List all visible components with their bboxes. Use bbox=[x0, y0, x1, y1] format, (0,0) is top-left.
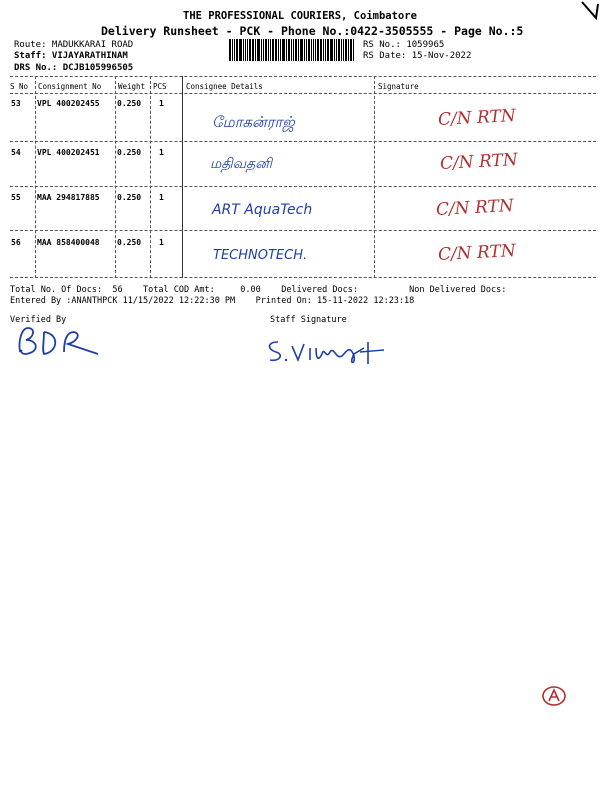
row-consignment: MAA 858400048 bbox=[37, 238, 100, 247]
barcode-bar bbox=[272, 39, 274, 61]
barcode-bar bbox=[293, 39, 294, 61]
barcode-bar bbox=[278, 39, 279, 61]
row-signature-handwritten: C/N RTN bbox=[437, 105, 517, 131]
row-sno: 55 bbox=[11, 193, 21, 202]
row-consignment: VPL 400202451 bbox=[37, 148, 100, 157]
barcode-bar bbox=[341, 39, 342, 61]
row-signature-handwritten: C/N RTN bbox=[435, 195, 515, 221]
row-sno: 56 bbox=[11, 238, 21, 247]
barcode-bar bbox=[308, 39, 310, 61]
staff-signature bbox=[264, 334, 404, 368]
row-weight: 0.250 bbox=[117, 238, 142, 247]
verified-signature bbox=[14, 322, 104, 358]
barcode-bar bbox=[336, 39, 337, 61]
table-top-border bbox=[10, 76, 596, 77]
company-name: THE PROFESSIONAL COURIERS, Coimbatore bbox=[183, 10, 417, 22]
barcode-bar bbox=[252, 39, 254, 61]
barcode-bar bbox=[245, 39, 246, 61]
barcode-bar bbox=[263, 39, 264, 61]
rs-date: RS Date: 15-Nov-2022 bbox=[363, 51, 472, 61]
barcode-bar bbox=[345, 39, 347, 61]
barcode-bar bbox=[300, 39, 303, 61]
staff-label: Staff: VIJAYARATHINAM bbox=[14, 51, 128, 61]
barcode-bar bbox=[257, 39, 260, 61]
barcode-bar bbox=[313, 39, 314, 61]
runsheet-title: Delivery Runsheet - PCK - Phone No.:0422-3505555 - Page No.:5 bbox=[101, 24, 524, 38]
barcode-bar bbox=[350, 39, 352, 61]
row-consignee-handwritten: TECHNOTECH. bbox=[213, 248, 308, 263]
header-sno: S No bbox=[10, 82, 29, 91]
row-consignee-handwritten: ART AquaTech bbox=[212, 202, 313, 218]
barcode-bar bbox=[330, 39, 333, 61]
barcode-bar bbox=[306, 39, 307, 61]
barcode-bar bbox=[268, 39, 269, 61]
row-consignment: VPL 400202455 bbox=[37, 99, 100, 108]
barcode-bar bbox=[270, 39, 271, 61]
barcode-bar bbox=[229, 39, 231, 61]
barcode-bar bbox=[353, 39, 354, 61]
barcode-bar bbox=[298, 39, 299, 61]
barcode-bar bbox=[291, 39, 292, 61]
barcode-bar bbox=[282, 39, 285, 61]
barcode-bar bbox=[247, 39, 248, 61]
row-consignment: MAA 294817885 bbox=[37, 193, 100, 202]
row-pcs: 1 bbox=[159, 193, 164, 202]
barcode-bar bbox=[338, 39, 340, 61]
barcode-bar bbox=[311, 39, 312, 61]
row-pcs: 1 bbox=[159, 148, 164, 157]
rs-number: RS No.: 1059965 bbox=[363, 40, 445, 50]
row-consignee-handwritten: மோகன்ராஜ் bbox=[212, 113, 295, 131]
barcode-bar bbox=[317, 39, 319, 61]
barcode-bar bbox=[243, 39, 244, 61]
row-weight: 0.250 bbox=[117, 99, 142, 108]
barcode-bar bbox=[327, 39, 329, 61]
barcode-bar bbox=[239, 39, 242, 61]
col-sep-2 bbox=[115, 76, 116, 278]
barcode-bar bbox=[265, 39, 267, 61]
barcode-bar bbox=[325, 39, 326, 61]
table-header-border bbox=[10, 93, 596, 94]
page-stamp-icon bbox=[540, 684, 568, 708]
row-weight: 0.250 bbox=[117, 193, 142, 202]
row-signature-handwritten: C/N RTN bbox=[437, 240, 517, 266]
barcode-bar bbox=[249, 39, 251, 61]
barcode-bar bbox=[261, 39, 262, 61]
barcode-bar bbox=[348, 39, 349, 61]
barcode-bar bbox=[286, 39, 287, 61]
header-consignee: Consignee Details bbox=[186, 82, 263, 91]
row-weight: 0.250 bbox=[117, 148, 142, 157]
col-sep-4 bbox=[182, 76, 183, 278]
barcode bbox=[229, 39, 355, 61]
drs-number: DRS No.: DCJB105996505 bbox=[14, 63, 134, 73]
barcode-bar bbox=[315, 39, 316, 61]
row-consignee-handwritten: மதிவதனி bbox=[210, 156, 273, 172]
header-consignment: Consignment No bbox=[38, 82, 102, 91]
barcode-bar bbox=[343, 39, 344, 61]
col-sep-5 bbox=[374, 76, 375, 278]
row-divider bbox=[10, 141, 596, 142]
header-signature: Signature bbox=[378, 82, 419, 91]
totals-line: Total No. Of Docs: 56 Total COD Amt: 0.00 Delivered Docs: Non Delivered Docs: bbox=[10, 285, 507, 295]
col-sep-3 bbox=[150, 76, 151, 278]
route-label: Route: MADUKKARAI ROAD bbox=[14, 40, 134, 50]
barcode-bar bbox=[320, 39, 322, 61]
row-sno: 53 bbox=[11, 99, 21, 108]
row-pcs: 1 bbox=[159, 238, 164, 247]
barcode-bar bbox=[232, 39, 233, 61]
entered-by-line: Entered By :ANANTHPCK 11/15/2022 12:22:30 PM Printed On: 15-11-2022 12:23:18 bbox=[10, 296, 415, 306]
barcode-bar bbox=[295, 39, 297, 61]
row-sno: 54 bbox=[11, 148, 21, 157]
row-pcs: 1 bbox=[159, 99, 164, 108]
barcode-bar bbox=[323, 39, 324, 61]
barcode-bar bbox=[334, 39, 335, 61]
row-divider bbox=[10, 230, 596, 231]
row-signature-handwritten: C/N RTN bbox=[439, 149, 519, 175]
barcode-bar bbox=[236, 39, 238, 61]
corner-mark-icon bbox=[580, 0, 600, 22]
barcode-bar bbox=[275, 39, 277, 61]
barcode-bar bbox=[304, 39, 305, 61]
row-divider bbox=[10, 186, 596, 187]
header-pcs: PCS bbox=[153, 82, 167, 91]
barcode-bar bbox=[255, 39, 256, 61]
staff-signature-label: Staff Signature bbox=[270, 315, 347, 325]
barcode-bar bbox=[280, 39, 281, 61]
barcode-bar bbox=[234, 39, 235, 61]
verified-by-label: Verified By bbox=[10, 315, 67, 325]
header-weight: Weight bbox=[118, 82, 146, 91]
barcode-bar bbox=[288, 39, 290, 61]
col-sep-1 bbox=[35, 76, 36, 278]
table-bottom-border bbox=[10, 277, 596, 278]
